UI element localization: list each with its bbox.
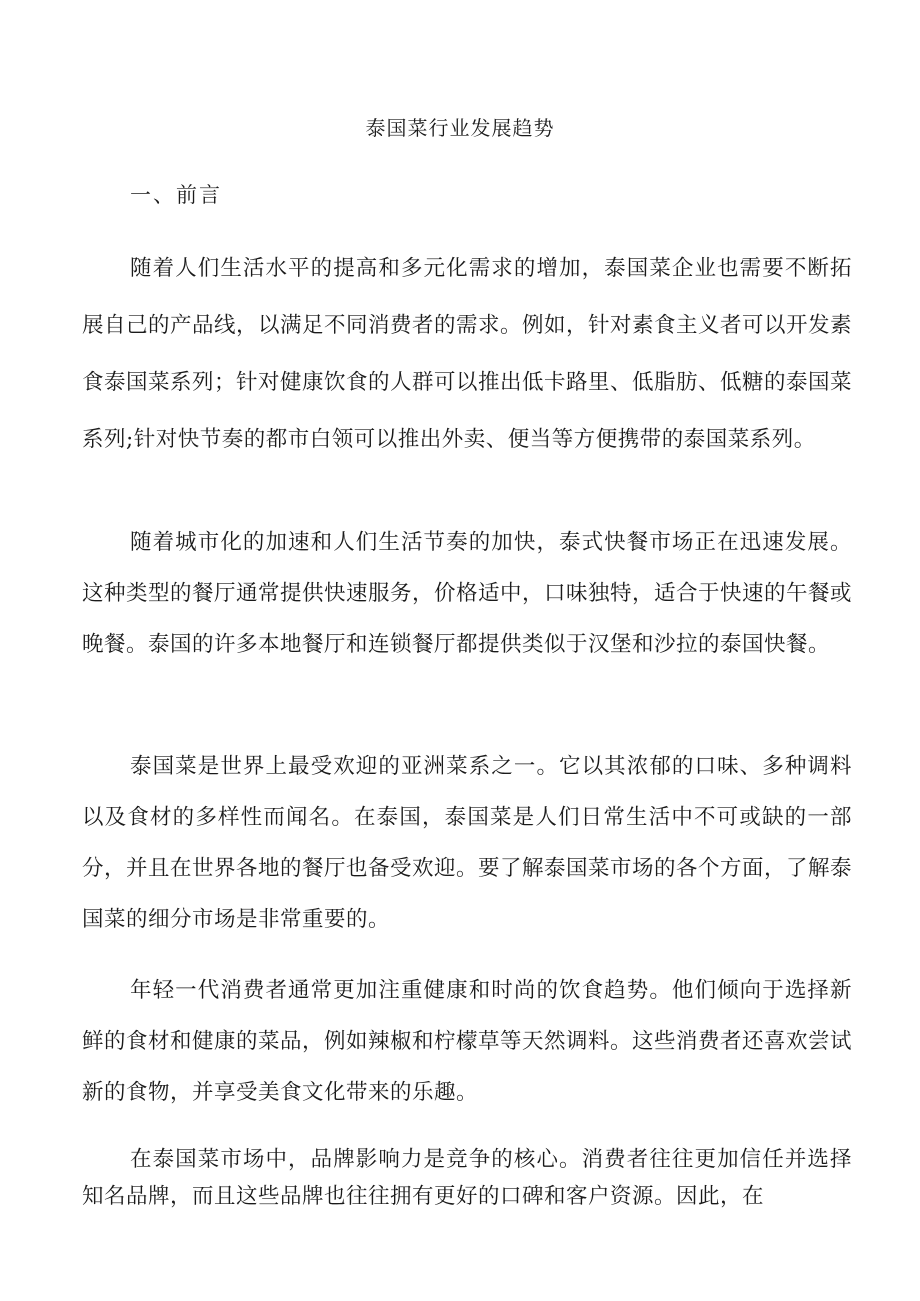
- section-heading-preface: 一、前言: [130, 183, 222, 207]
- paragraph-product-line: 随着人们生活水平的提高和多元化需求的增加，泰国菜企业也需要不断拓展自己的产品线，以满足不同消费者的需求。例如，针对素食主义者可以开发素食泰国菜系列；针对健康饮食的人群可以推出低卡路里、低脂肪、低糖的泰国菜系列;针对快节奏的都市白领可以推出外卖、便当等方便携带的泰国菜系列。: [82, 256, 853, 452]
- paragraph-market-segments: 泰国菜是世界上最受欢迎的亚洲菜系之一。它以其浓郁的口味、多种调料以及食材的多样性而闻名。在泰国，泰国菜是人们日常生活中不可或缺的一部分，并且在世界各地的餐厅也备受欢迎。要了解泰国菜市场的各个方面，了解泰国菜的细分市场是非常重要的。: [82, 754, 853, 932]
- paragraph-brand-influence: 在泰国菜市场中，品牌影响力是竞争的核心。消费者往往更加信任并选择知名品牌，而且这些品牌也往往拥有更好的口碑和客户资源。因此，在: [82, 1147, 852, 1209]
- document-title: 泰国菜行业发展趋势: [365, 116, 555, 140]
- paragraph-fast-food: 随着城市化的加速和人们生活节奏的加快，泰式快餐市场正在迅速发展。这种类型的餐厅通常提供快速服务，价格适中，口味独特，适合于快速的午餐或晚餐。泰国的许多本地餐厅和连锁餐厅都提供类似于汉堡和沙拉的泰国快餐。: [82, 530, 853, 657]
- paragraph-young-consumers: 年轻一代消费者通常更加注重健康和时尚的饮食趋势。他们倾向于选择新鲜的食材和健康的菜品，例如辣椒和柠檬草等天然调料。这些消费者还喜欢尝试新的食物，并享受美食文化带来的乐趣。: [82, 978, 853, 1105]
